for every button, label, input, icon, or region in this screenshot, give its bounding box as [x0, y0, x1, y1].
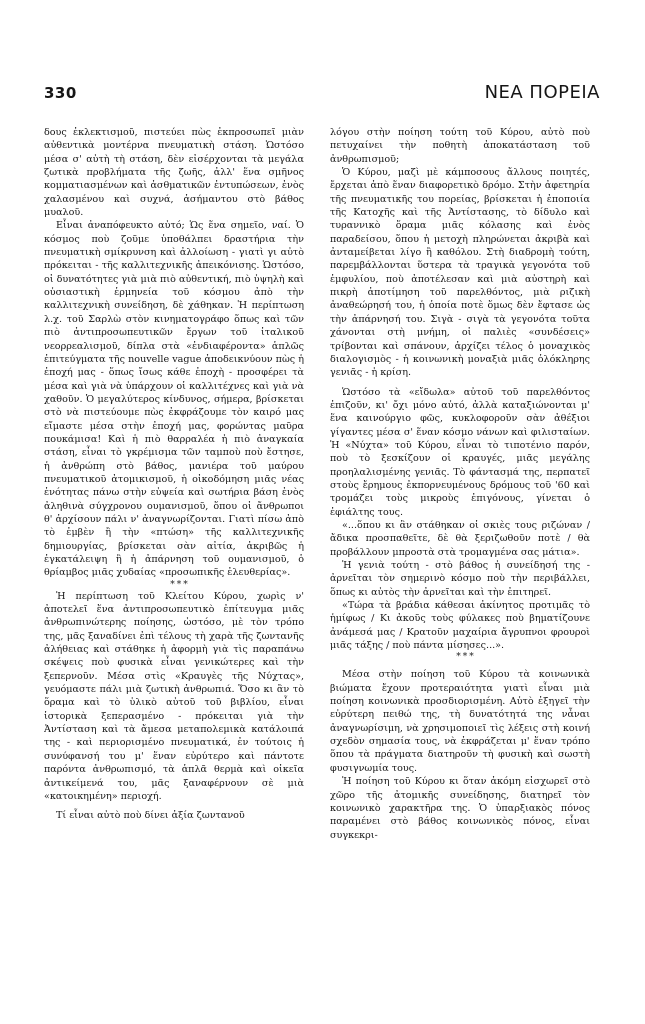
paragraph: Μέσα στὴν ποίηση τοῦ Κύρου τὰ κοινωνικὰ βιώματα ἔχουν προτεραιότητα γιατὶ εἶναι μιὰ ποίηση κοινωνικὰ προσδιορισμένη. Αὐτὸ ἐξηγεῖ τὴν εὐρύτερη πειθώ της, τὴ δυνατότητά της νἆναι ἀναγνωρίσιμη, νὰ χρησιμοποιεῖ τὶς λέξεις στὴ κοινή σχεδὸν σημασία τους, νὰ ἐκφράζεται μ' ἕναν τρόπο ὅπου τὰ πράγματα διατηροῦν τὴ φυσικὴ καὶ σωστὴ φυσιγνωμία τους.: [330, 669, 590, 774]
paragraph: Τί εἶναι αὐτὸ ποὺ δίνει ἀξία ζωντανοῦ: [56, 810, 245, 822]
section-separator: ***: [456, 652, 476, 663]
left-column: [44, 126, 304, 1006]
section-separator: ***: [170, 579, 190, 590]
paragraph: Ὡστόσο τὰ «εἴδωλα» αὐτοῦ τοῦ παρελθόντος ἐπιζοῦν, κι' ὄχι μόνο αὐτό, ἀλλὰ καταξιώνονται μ' ἕνα καινούργιο φῶς, κυκλοφοροῦν σὰν ἀθέξιοι γίγαντες μέσα σ' ἕναν κόσμο νάνων καὶ φιλισταίων. Ἡ «Νύχτα» τοῦ Κύρου, εἶναι τὸ τιποτένιο παρόν, ποὺ τὸ ξεσκίζουν οἱ κραυγές, μιᾶς μεγάλης προηλαλισμένης γενιᾶς. Τὸ φάντασμά της, περπατεῖ στοὺς ἔρημους ἐκπορνευμένους δρόμους τοῦ '60 καὶ τρομάζει τοὺς μικροὺς ἐπιγόνους, γίνεται ὁ ἐφιάλτης τους.: [330, 386, 590, 518]
page-number: 330: [44, 84, 77, 102]
paragraph: δους ἐκλεκτισμοῦ, πιστεύει πὼς ἐκπροσωπεῖ μιὰν αὐθεντικὰ μοντέρνα πνευματικὴ στάση. Ὡστόσο μέσα σ' αὐτὴ τὴ στάση, δὲν εἰσέρχονται τὰ μεγάλα ζωτικὰ προβλήματα τῆς ζωῆς, ἀλλ' ἕνα σμῆνος κομματιασμένων καὶ ἀσθματικῶν ἐντυπώσεων, ἑνὸς χαλασμένου καὶ συχνά, ἀσήμαντου στὸ βάθος μυαλοῦ.: [44, 127, 304, 219]
right-column: [330, 126, 590, 1006]
paragraph: Ὁ Κύρου, μαζὶ μὲ κάμποσους ἄλλους ποιητές, ἔρχεται ἀπὸ ἕναν διαφορετικὸ δρόμο. Στὴν ἀφετηρία τῆς πνευματικῆς του πορείας, βρίσκεται ἡ ἐποποιία τῆς Κατοχῆς καὶ τῆς Ἀντίστασης, τὸ δίδυλο καὶ τυραννικὸ ὅραμα μιᾶς κόλασης καὶ ἑνὸς παραδείσου, ὅπου ἡ μετοχὴ πληρώνεται ἀκριβὰ καὶ ἀνταμείβεται λίγο ἢ καθόλου. Στὴ διαδρομὴ τούτη, παρεμβάλλονται ὕστερα τὰ τραγικὰ γεγονότα τοῦ ἐμφυλίου, ποὺ ἀποτέλεσαν καὶ μιὰ αὐστηρὴ καὶ πικρὴ ἀποτίμηση τοῦ παρελθόντος, μιὰ ριζικὴ ἀναθεώρησή του, ἡ ὁποία ποτὲ ὅμως δὲν ἔφτασε ὡς τὴν ἀπάρνησή του. Σιγὰ - σιγὰ τὰ γεγονότα τοῦτα χάνονται στὴ μνήμη, οἱ παλιὲς «συνδέσεις» τρίβονται καὶ σπάνουν, ἀρχίζει τέλος ὁ μοναχικὸς διαλογισμὸς - ἡ κοινωνικὴ μοναξιὰ μιᾶς ὁλόκληρης γενιᾶς - ἡ κρίση.: [330, 167, 590, 379]
paragraph: Ἡ περίπτωση τοῦ Κλείτου Κύρου, χωρὶς ν' ἀποτελεῖ ἕνα ἀντιπροσωπευτικὸ ἐπίτευγμα μιᾶς ἀνθρωπινώτερης ποίησης, ὡστόσο, μὲ τὸν τρόπο της, μᾶς ξαναδίνει ἐπὶ τέλους τὴ χαρὰ τῆς ζωντανῆς ἀλήθειας καὶ στάθηκε ἡ ἀφορμὴ γιὰ τὶς παραπάνω σκέψεις ποὺ φυσικὰ εἶναι γενικώτερες καὶ τὴν ξεπερνοῦν. Μέσα στὶς «Κραυγὲς τῆς Νύχτας», γευόμαστε πάλι μιὰ ζωτικὴ ἀνθρωπιά. Ὅσο κι ἂν τὸ ὅραμα καὶ τὸ ὑλικὸ αὐτοῦ τοῦ βιβλίου, εἶναι ἱστορικὰ ξεπερασμένο - πρόκειται γιὰ τὴν Ἀντίσταση καὶ τὰ ἄμεσα μεταπολεμικὰ κατάλοιπά της - καὶ περιορισμένο πνευματικά, ἐν τούτοις ἡ συνύφανσή του μ' ἕναν εὐρύτερο καὶ πάντοτε παρόντα ἀνθρωπισμό, τὰ ἁπλᾶ θερμὰ καὶ οἰκεῖα ἀντικείμενά του, μᾶς ξαναφέρνουν σὲ μιὰ «κατοικημένη» περιοχή.: [44, 590, 304, 802]
page-header: [44, 84, 600, 110]
journal-title: ΝΕΑ ΠΟΡΕΙΑ: [484, 82, 600, 103]
paragraph: Εἶναι ἀναπόφευκτο αὐτό; Ὡς ἕνα σημεῖο, ναί. Ὁ κόσμος ποὺ ζοῦμε ὑποθάλπει δραστήρια τὴν πνευματικὴ σμίκρυνση καὶ ἀλλοίωση - γιατὶ γι αὐτὸ πρόκειται - τῆς καλλιτεχνικῆς ἀπεικόνισης. Ὡστόσο, οἱ δυνατότητες γιὰ μιὰ πιὸ αὐθεντική, πιὸ ὑψηλὴ καὶ οὐσιαστικὴ ἑρμηνεία τοῦ κόσμου ἀπὸ τὴν καλλιτεχνικὴ συνείδηση, δὲ χάθηκαν. Ἡ περίπτωση λ.χ. τοῦ Σαρλὼ στὸν κινηματογράφο ὅπως καὶ τῶν πιὸ ἀντιπροσωπευτικῶν ἔργων τοῦ ἰταλικοῦ νεορρεαλισμοῦ, δίπλα στὰ «ἐνδιαφέροντα» ἁπλῶς ἐπιτεύγματα τῆς nouvelle vague ἀποδεικνύουν πὼς ἡ ἐποχή μας - ὅπως ἴσως κάθε ἐποχὴ - προσφέρει τὰ μέσα καὶ γιὰ νὰ ὑπάρχουν οἱ καλλιτέχνες καὶ γιὰ νὰ χαθοῦν. Ὁ μεγαλύτερος κίνδυνος, σήμερα, βρίσκεται στὸ νὰ πιστεύουμε πὼς ἐκφράζουμε τὸν καιρό μας εἴμαστε μέσα στὴν ἐποχή μας, φορώντας μαῦρα πουκάμισα! Καὶ ἡ πιὸ θαρραλέα ἡ πιὸ ἀναγκαία στάση, εἶναι τὸ γκρέμισμα τῶν ταμποὺ ποὺ ἔστησε, ἡ ἀνθρώπη στὸ βάθος, μανιέρα τοῦ μαύρου πνευματικοῦ ἀτομικισμοῦ, ἡ οἰκοδόμηση μιᾶς νέας ἑνότητας πάνω στὴν εὐψεία καὶ σωτήρια βάση ἑνὸς ἀληθινὰ σύγχρονου ουμανισμοῦ, ὅπου οἱ ἄνθρωποι θ' ἀρχίσουν πάλι ν' ἀναγνωρίζονται. Γιατὶ πίσω ἀπὸ τὸ ἐμβὲν ἢ τὴν «πτώση» τῆς καλλιτεχνικῆς δημιουργίας, βρίσκεται σὰν αἰτία, ἀκριβῶς ἡ ἐγκατάλειψη ἢ ἡ ἀπάρνηση τοῦ ουμανισμοῦ, ὁ θρίαμβος μιᾶς χυδαίας «προσωπικῆς ἐλευθερίας».: [44, 220, 304, 579]
paragraph: Ἡ γενιὰ τούτη - στὸ βάθος ἡ συνείδησή της - ἀρνεῖται τὸν σημερινὸ κόσμο ποὺ τὴν περιβάλλει, ὅπως κι αὐτὸς τὴν ἀρνεῖται καὶ τὴν ἐπιτηρεῖ.: [330, 560, 590, 598]
paragraph: Ἡ ποίηση τοῦ Κύρου κι ὅταν ἀκόμη εἰσχωρεῖ στὸ χῶρο τῆς ἀτομικῆς συνείδησης, διατηρεῖ τὸν κοινωνικὸ χαρακτῆρα της. Ὁ ὑπαρξιακὸς πόνος παραμένει στὸ βάθος κοινωνικὸς πόνος, εἶναι συγκεκρι-: [330, 776, 590, 841]
poem-quote: «...ὅπου κι ἂν στάθηκαν οἱ σκιὲς τους ριζώναν / ἄδικα προσπαθεῖτε, δὲ θὰ ξεριζωθοῦν ποτὲ / θὰ προβάλλουν μπροστὰ στὰ τρομαγμένα σας μάτια».: [330, 519, 590, 558]
poem-quote: «Τώρα τὰ βράδια κάθεσαι ἀκίνητος προτιμᾶς τὸ ἡμίφως / Κι ἀκοῦς τοὺς φύλακες ποὺ βηματίζουνε ἀνάμεσά μας / Κρατοῦν μαχαίρια ἄγρυπνοι φρουροὶ μιᾶς τάξης / ποὺ πάντα μίσησες...».: [330, 600, 590, 652]
paragraph: λόγου στὴν ποίηση τούτη τοῦ Κύρου, αὐτὸ ποὺ πετυχαίνει τὴν ποθητὴ ἀποκατάσταση τοῦ ἀνθρωπισμοῦ;: [330, 127, 590, 165]
